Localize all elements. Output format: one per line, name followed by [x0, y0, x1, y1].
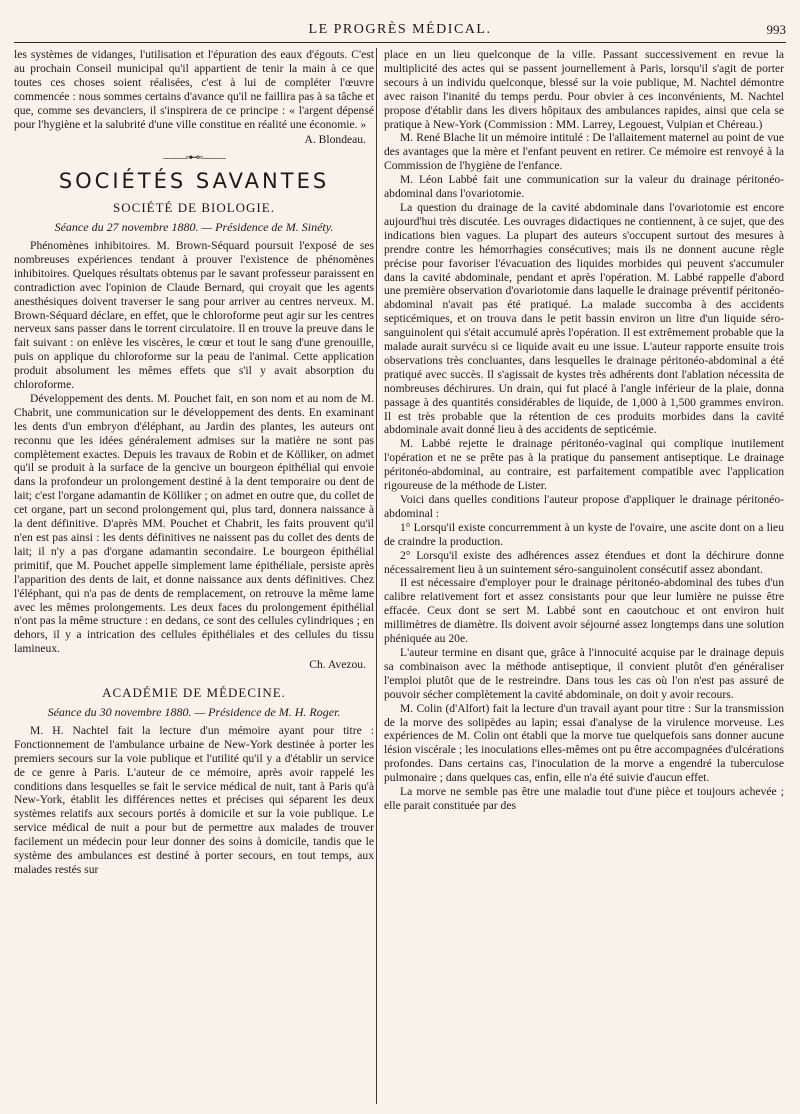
author-signature: A. Blondeau. — [304, 133, 366, 147]
section-title: SOCIÉTÉS SAVANTES — [58, 169, 330, 194]
journal-title: LE PROGRÈS MÉDICAL. — [308, 22, 492, 37]
paragraph: M. Colin (d'Alfort) fait la lecture d'un travail ayant pour titre : Sur la transmission de la morve des solipèdes au lapin; essai d'analyse de la virulence morveuse. Les expériences de M. Colin ont établi que la morve tue quelquefois sans donner aucune lésion viscérale ; les inoculations elles-mêmes ont pu être accompagnées d'ulcérations profondes. Dans certains cas, l'inoculation de la morve a engendré la tuberculose pulmonaire ; dans quelques cas, enfin, elle n'a été suivie d'aucun effet. — [384, 701, 784, 785]
paragraph: Développement des dents. M. Pouchet fait, en son nom et au nom de M. Chabrit, une communication sur le développement des dents. En examinant les dents d'un embryon d'éléphant, au Jardin des plantes, les auteurs ont reconnu que les idées généralement admises sur la matière ne sont pas complètement exactes. Depuis les travaux de Robin et de Kölliker, on admet qu'il se produit à la surface de la gencive un bourgeon épithélial qui envoie dans la profondeur un prolongement destiné à la dent temporaire ou dent de lait; c'est l'organe adamantin de Kölliker ; on admet en outre que, du collet de cet organe, part un second prolongement qui, plus tard, donnera naissance à la dent définitive. D'après MM. Pouchet et Chabrit, les faits prouvent qu'il n'en est pas ainsi : les dents définitives ne naissent pas du collet des dents de lait; il n'y a pas d'organe adamantin secondaire. Le bourgeon épithélial primitif, que M. Pouchet appelle simplement lame épithéliale, persiste après l'apparition des dents de lait, et donne naissance aux dents définitives. Chez l'éléphant, qui n'a pas de dents de remplacement, on retrouve la même lame avec les mêmes prolongements. Les deux faces du prolongement épithélial n'ont pas la même structure : en dedans, ce sont des cellules cylindriques ; en dehors, il y a intrication des cellules épithéliales et des cellules du tissu lamineux. — [14, 391, 374, 656]
left-column — [14, 48, 374, 877]
article-ending: les systèmes de vidanges, l'utilisation et l'épuration des eaux d'égouts. C'est au prochain Conseil municipal qu'il appartient de tenir la main à ce que toutes ces choses soient réalisées, c'est à lui de compléter l'œuvre commencée : nous sommes certains d'avance qu'il ne faillira pas à sa tâche et que, comme ses devanciers, il s'inspirera de ce principe : « l'argent dépensé pour l'hygiène et la salubrité d'une ville constitue en réalité une économie. » — [14, 48, 374, 131]
divider-ornament: ——◦⊷◦—— — [163, 150, 225, 165]
session-line: Séance du 30 novembre 1880. — Présidence de M. H. Roger. — [47, 704, 341, 719]
society-heading: SOCIÉTÉ DE BIOLOGIE. — [113, 200, 275, 216]
paragraph: Phénomènes inhibitoires. M. Brown-Séquard poursuit l'exposé de ses nombreuses expériences tendant à prouver l'existence de phénomènes inhibitoires. Quelques résultats obtenus par le savant professeur paraissent en contradiction avec l'opinion de Claude Bernard, qui croyait que les agents anesthésiques doivent traverser le sang pour arriver au centres nerveux. M. Brown-Séquard déclare, en effet, que le chloroforme peut agir sur les centres nerveux sans passer dans le torrent circulatoire. Il en trouve la preuve dans le fait suivant : on enlève les viscères, le cœur et tout le sang d'une grenouille, puis on applique du chloroforme sur la peau de l'animal. Cette application produit absolument les mêmes effets que s'il y avait absorption du chloroforme. — [14, 238, 374, 392]
column-divider — [376, 48, 377, 1104]
paragraph: place en un lieu quelconque de la ville. Passant successivement en revue la multiplicité des actes qui se passent journellement à Paris, lorsqu'il s'agit de porter secours à un individu quelconque, blessé sur la voie publique, M. Nachtel démontre avec raison l'inanité du temps perdu. Pour obvier à ces inconvénients, M. Nachtel propose d'établir dans les divers hôpitaux des ambulances rapides, ainsi que cela se pratique à New-York (Commission : MM. Larrey, Legouest, Vulpian et Chéreau.) — [384, 48, 784, 131]
author-signature: Ch. Avezou. — [309, 658, 366, 672]
paragraph: Il est nécessaire d'employer pour le drainage péritonéo-abdominal des tubes d'un calibre relativement fort et assez consistants pour que leur lumière ne puisse être effacée. Ceux dont se sert M. Labbé sont en caoutchouc et ont environ huit millimètres de diamètre. Ils doivent avoir séjourné assez longtemps dans une solution phéniquée au 20e. — [384, 576, 784, 646]
session-line: Séance du 27 novembre 1880. — Présidence de M. Sinéty. — [54, 220, 334, 235]
page-number: 993 — [766, 22, 786, 37]
right-column — [384, 48, 784, 813]
paragraph: La question du drainage de la cavité abdominale dans l'ovariotomie est encore aujourd'hui très discutée. Les ouvrages didactiques ne contiennent, à ce sujet, que des indications bien vagues. La plupart des auteurs s'occupent surtout des mesures à prendre contre les hémorrhagies consécutives; mais ils ne donnent aucune règle précise pour favoriser l'évacuation des liquides morbides qui peuvent s'accumuler dans la cavité abdominale, pendant et après l'opération. M. Labbé rappelle d'abord une première observation d'ovariotomie dans laquelle le drainage préventif péritonéo-abdominal n'avait pas été pratiqué. La malade succomba à des accidents septicémiques, et on trouva dans le petit bassin environ un litre d'un liquide séro-sanguinolent qui s'était accumulé après l'opération. Il est extrêmement probable que la malade aurait survécu si ce liquide avait eu une issue. L'auteur rapporte ensuite trois observations très concluantes, dans lesquelles le drainage péritonéo-abdominal a été pratiqué avec succès. Il s'agissait de kystes très adhérents dont l'ablation nécessita de nombreuses déchirures. Un drain, qui fut placé à l'angle inférieur de la plaie, donna passage à des quantités considérables de liquide, de 1,000 à 1,500 grammes environ. Il est très probable que la rétention de ces produits morbides dans la cavité abdominale avait donné lieu à des accidents de septicémie. — [384, 200, 784, 437]
paragraph: M. H. Nachtel fait la lecture d'un mémoire ayant pour titre : Fonctionnement de l'ambulance urbaine de New-York destinée à porter les premiers secours sur la voie publique et l'utilité qu'il y a d'établir un service de ce genre à Paris. L'auteur de ce mémoire, après avoir rappelé les conditions dans lesquelles se fait le service médical de nuit, tant à Paris qu'à New-York, établit les différences nettes et précises qui séparent les deux systèmes relatifs aux secours portés à domicile et sur la voie publique. Le service médical de nuit a pour but de permettre aux malades de trouver facilement un médecin pour leur donner des soins à domicile, tandis que le système des ambulances est destiné à porter secours, en tout temps, aux malades restés sur — [14, 723, 374, 876]
paragraph: L'auteur termine en disant que, grâce à l'innocuité acquise par le drainage depuis sa combinaison avec la méthode antiseptique, il convient plutôt d'en généraliser l'emploi plutôt que de le restreindre. Dans tous les cas où l'on n'est pas assuré de pouvoir sécher complètement la cavité abdominale, on doit y avoir recours. — [384, 645, 784, 701]
running-header — [14, 20, 786, 43]
paragraph: Voici dans quelles conditions l'auteur propose d'appliquer le drainage péritonéo-abdominal : — [384, 493, 784, 520]
paragraph: La morve ne semble pas être une maladie tout d'une pièce et toujours achevée ; elle parait constituée par des — [384, 785, 784, 812]
list-item: 2° Lorsqu'il existe des adhérences assez étendues et dont la déchirure donne nécessairement lieu à un suintement séro-sanguinolent consécutif assez abondant. — [384, 548, 784, 576]
list-item: 1° Lorsqu'il existe concurremment à un kyste de l'ovaire, une ascite dont on a lieu de craindre la production. — [384, 520, 784, 548]
society-heading: ACADÉMIE DE MÉDECINE. — [102, 685, 286, 701]
paragraph: M. René Blache lit un mémoire intitulé : De l'allaitement maternel au point de vue des avantages que la mère et l'enfant peuvent en retirer. Ce mémoire est renvoyé à la Commission de l'hygiène de l'enfance. — [384, 131, 784, 173]
paragraph: M. Labbé rejette le drainage péritonéo-vaginal qui complique inutilement l'opération et ne se prête pas à la pratique du pansement antiseptique. Le drainage péritonéo-abdominal, au contraire, est parfaitement compatible avec l'application rigoureuse de la méthode de Lister. — [384, 437, 784, 493]
paragraph: M. Léon Labbé fait une communication sur la valeur du drainage péritonéo-abdominal dans l'ovariotomie. — [384, 173, 784, 201]
